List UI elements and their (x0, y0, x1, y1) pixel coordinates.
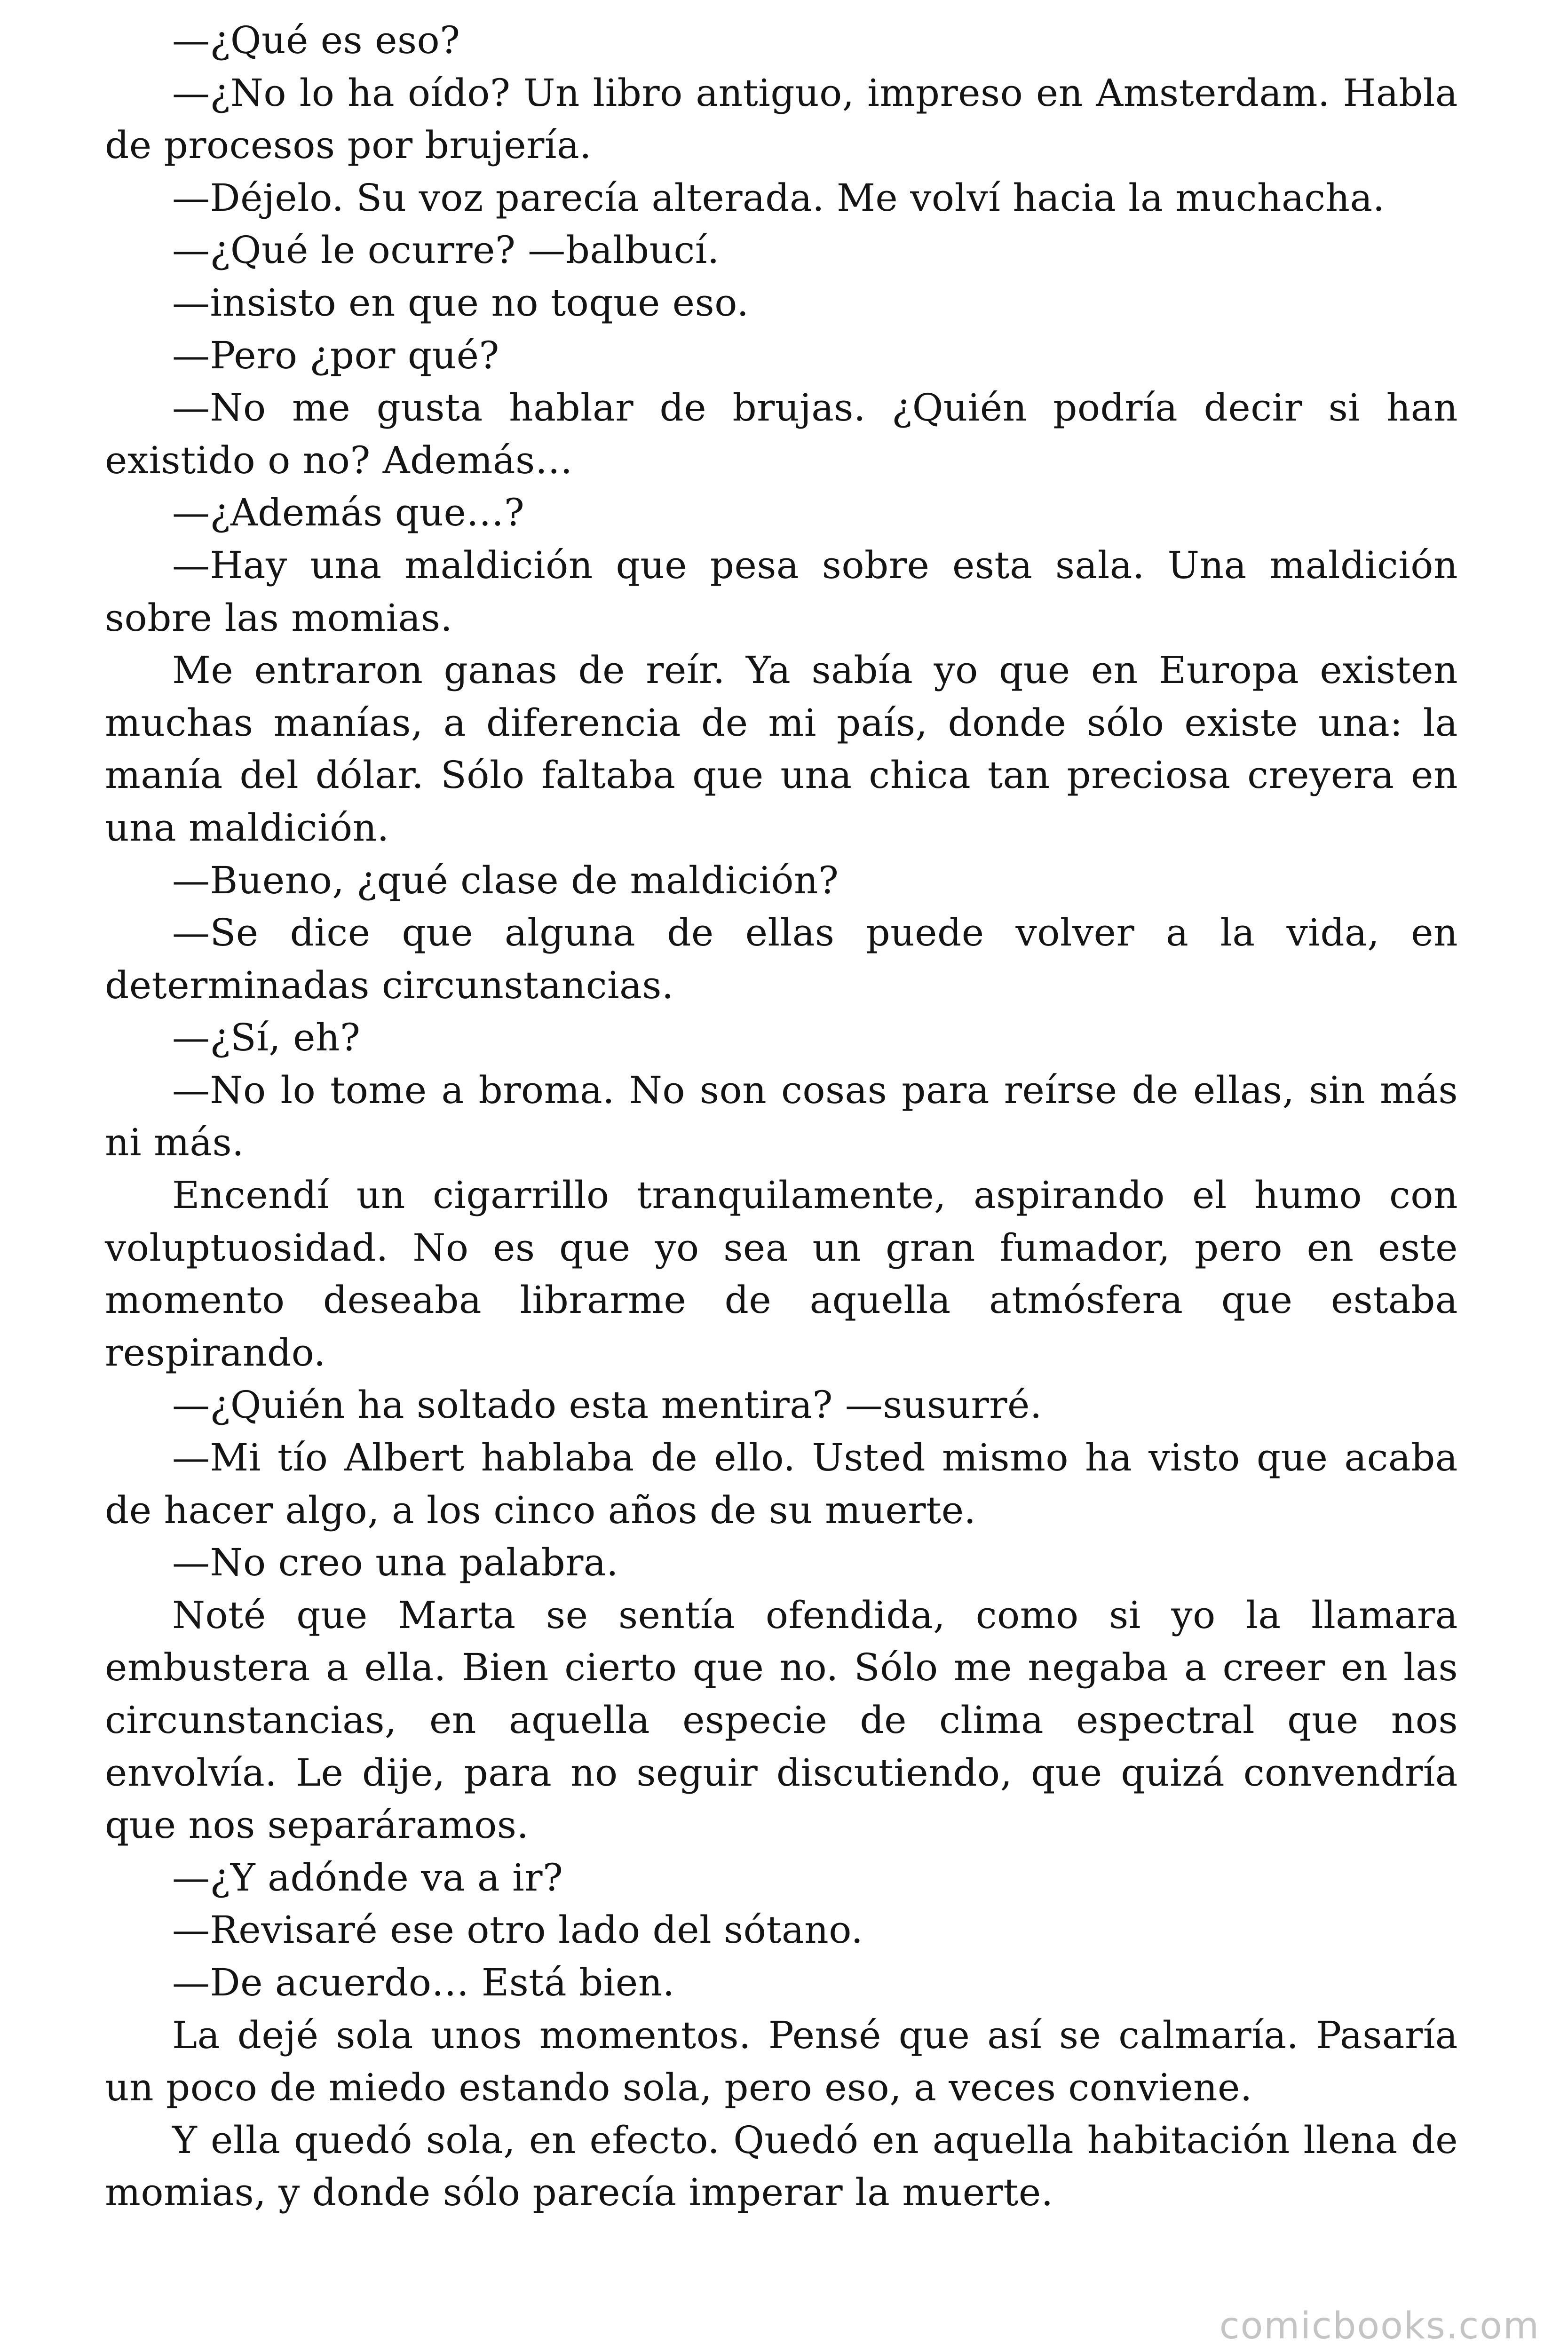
paragraph: Noté que Marta se sentía ofendida, como si yo la llamara embustera a ella. Bien cierto que no. Sólo me negaba a creer en las circunstancias, en aquella especie de clima espectral que nos envolvía. Le dije, para no seguir discutiendo, que quizá convendría que nos separáramos. (105, 1593, 1458, 1847)
paragraph: —¿Qué es eso? (172, 18, 460, 62)
paragraph: —insisto en que no toque eso. (172, 280, 749, 325)
paragraph: —¿Y adónde va a ir? (172, 1855, 563, 1899)
body-text (105, 14, 1458, 2219)
paragraph: —Revisaré ese otro lado del sótano. (172, 1908, 863, 1952)
paragraph: —No creo una palabra. (172, 1541, 619, 1585)
paragraph: —Pero ¿por qué? (172, 333, 499, 377)
paragraph: —¿Además que…? (172, 491, 525, 535)
paragraph: La dejé sola unos momentos. Pensé que así se calmaría. Pasaría un poco de miedo estando sola, pero eso, a veces conviene. (105, 2013, 1458, 2110)
paragraph: —No me gusta hablar de brujas. ¿Quién podría decir si han existido o no? Además… (105, 386, 1458, 482)
paragraph: —Bueno, ¿qué clase de maldición? (172, 858, 839, 902)
paragraph: —¿Sí, eh? (172, 1016, 361, 1060)
paragraph: Encendí un cigarrillo tranquilamente, aspirando el humo con voluptuosidad. No es que yo sea un gran fumador, pero en este momento deseaba librarme de aquella atmósfera que estaba respirando. (105, 1173, 1458, 1375)
paragraph: Y ella quedó sola, en efecto. Quedó en aquella habitación llena de momias, y donde sólo parecía imperar la muerte. (105, 2118, 1458, 2215)
paragraph: —¿No lo ha oído? Un libro antiguo, impreso en Amsterdam. Habla de procesos por brujería. (105, 71, 1458, 167)
watermark: comicbooks.com (1219, 2305, 1540, 2347)
paragraph: —¿Qué le ocurre? —balbucí. (172, 228, 720, 272)
paragraph: —¿Quién ha soltado esta mentira? —susurré. (172, 1383, 1042, 1427)
paragraph: Me entraron ganas de reír. Ya sabía yo que en Europa existen muchas manías, a diferencia de mi país, donde sólo existe una: la manía del dólar. Sólo faltaba que una chica tan preciosa creyera en una maldición. (105, 648, 1458, 850)
paragraph: —No lo tome a broma. No son cosas para reírse de ellas, sin más ni más. (105, 1068, 1458, 1165)
paragraph: —De acuerdo… Está bien. (172, 1960, 675, 2004)
paragraph: —Se dice que alguna de ellas puede volver a la vida, en determinadas circunstancias. (105, 911, 1458, 1007)
paragraph: —Déjelo. Su voz parecía alterada. Me volví hacia la muchacha. (172, 175, 1385, 220)
paragraph: —Mi tío Albert hablaba de ello. Usted mismo ha visto que acaba de hacer algo, a los cinco años de su muerte. (105, 1436, 1458, 1532)
paragraph: —Hay una maldición que pesa sobre esta sala. Una maldición sobre las momias. (105, 543, 1458, 640)
